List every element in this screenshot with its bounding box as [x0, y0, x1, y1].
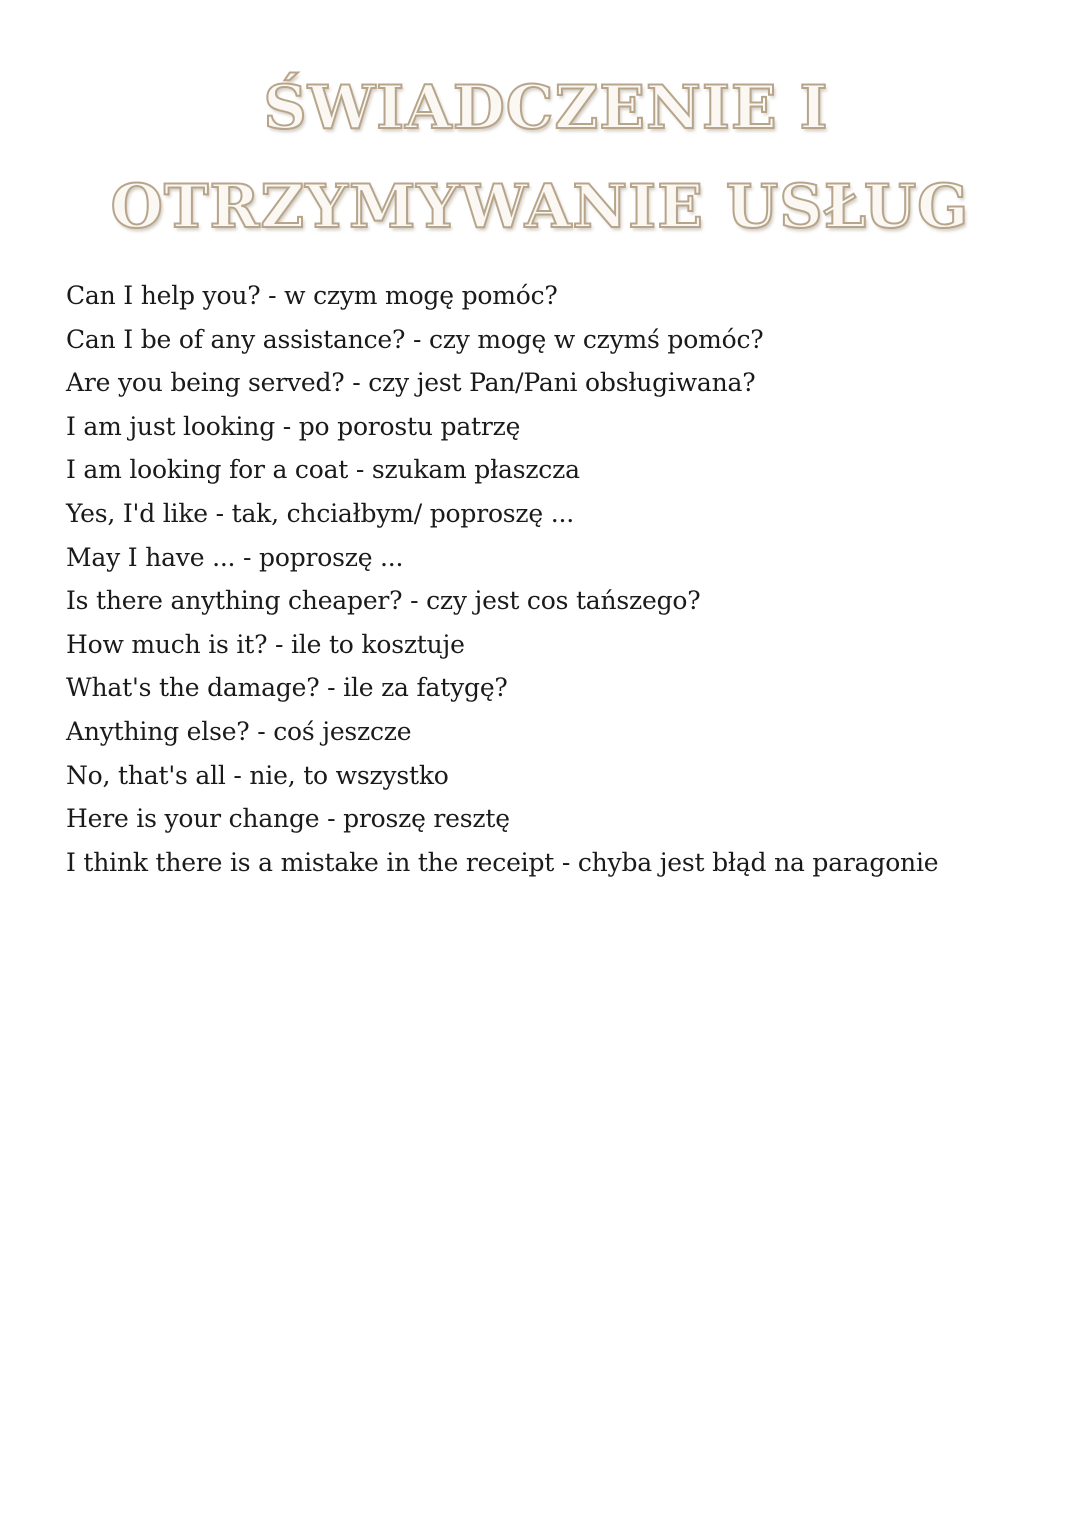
phrase-item: May I have ... - poproszę ...: [66, 542, 404, 572]
phrase-item: I am just looking - po porostu patrzę: [66, 411, 521, 441]
phrase-item: Here is your change - proszę resztę: [66, 804, 510, 834]
phrase-item: Is there anything cheaper? - czy jest cos tańszego?: [66, 586, 701, 616]
page-title-line-1: ŚWIADCZENIE I: [263, 73, 829, 143]
phrase-item: What's the damage? - ile za fatygę?: [66, 673, 508, 703]
page-title-line-2: OTRZYMYWANIE USŁUG: [110, 172, 970, 242]
phrase-item: Can I help you? - w czym mogę pomóc?: [66, 281, 558, 310]
phrase-item: Are you being served? - czy jest Pan/Pani obsługiwana?: [66, 368, 756, 398]
phrase-item: Can I be of any assistance? - czy mogę w czymś pomóc?: [66, 324, 764, 354]
phrase-item: Anything else? - coś jeszcze: [66, 716, 412, 746]
phrase-item: I am looking for a coat - szukam płaszcza: [66, 455, 580, 485]
phrase-item: Yes, I'd like - tak, chciałbym/ poproszę ...: [66, 498, 574, 528]
phrase-item: No, that's all - nie, to wszystko: [66, 760, 449, 790]
phrase-item: How much is it? - ile to kosztuje: [66, 629, 465, 659]
phrase-list: [66, 274, 938, 884]
phrase-item: I think there is a mistake in the receipt - chyba jest błąd na paragonie: [66, 847, 939, 877]
